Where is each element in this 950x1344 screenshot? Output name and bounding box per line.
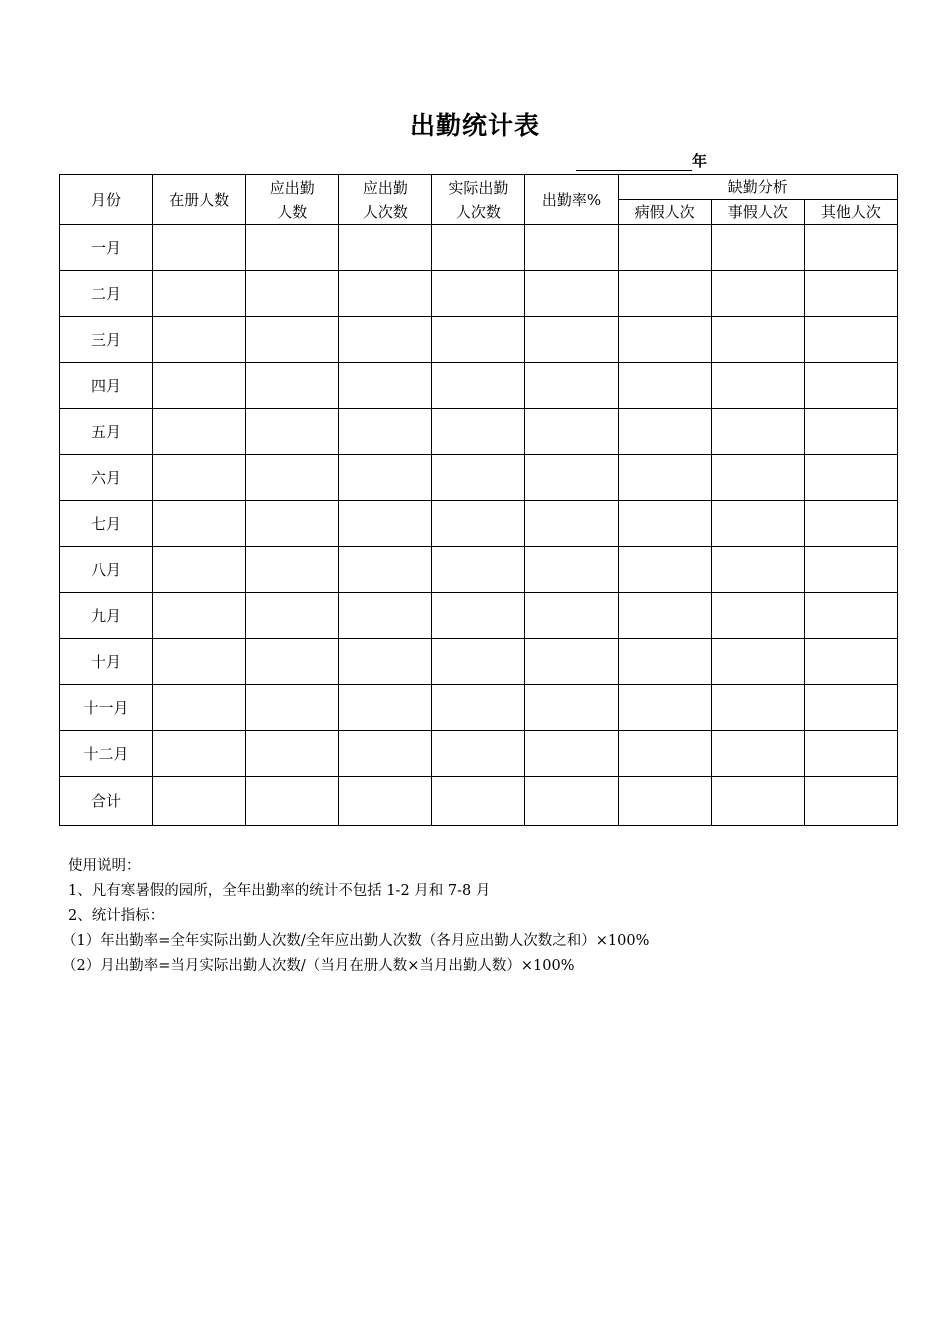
data-cell[interactable] <box>246 455 339 501</box>
data-cell[interactable] <box>432 731 525 777</box>
data-cell[interactable] <box>339 409 432 455</box>
data-cell[interactable] <box>711 271 804 317</box>
data-cell[interactable] <box>618 731 711 777</box>
data-cell[interactable] <box>153 225 246 271</box>
data-cell[interactable] <box>246 593 339 639</box>
data-cell[interactable] <box>432 225 525 271</box>
data-cell[interactable] <box>711 409 804 455</box>
data-cell[interactable] <box>711 547 804 593</box>
table-row <box>60 363 898 409</box>
data-cell[interactable] <box>525 271 618 317</box>
data-cell[interactable] <box>432 685 525 731</box>
data-cell[interactable] <box>153 731 246 777</box>
data-cell[interactable] <box>618 501 711 547</box>
table-row <box>60 225 898 271</box>
year-field <box>576 150 707 171</box>
table-row <box>60 777 898 826</box>
table-row <box>60 593 898 639</box>
data-cell[interactable] <box>804 409 897 455</box>
data-cell[interactable] <box>618 777 711 826</box>
header-expected-visits-line1: 应出勤 <box>362 178 408 197</box>
data-cell[interactable] <box>711 685 804 731</box>
data-cell[interactable] <box>246 409 339 455</box>
table-row <box>60 409 898 455</box>
data-cell[interactable] <box>711 363 804 409</box>
data-cell[interactable] <box>246 317 339 363</box>
data-cell[interactable] <box>804 593 897 639</box>
notes-heading: 使用说明： <box>68 858 141 874</box>
data-cell[interactable] <box>153 409 246 455</box>
row-label: 四月 <box>60 363 153 409</box>
data-cell[interactable] <box>618 685 711 731</box>
data-cell[interactable] <box>618 547 711 593</box>
header-actual-visits-line2: 人次数 <box>455 202 501 221</box>
data-cell[interactable] <box>339 593 432 639</box>
attendance-table <box>59 174 898 826</box>
data-cell[interactable] <box>525 501 618 547</box>
data-cell[interactable] <box>246 547 339 593</box>
data-cell[interactable] <box>525 547 618 593</box>
data-cell[interactable] <box>804 363 897 409</box>
row-label: 九月 <box>60 593 153 639</box>
row-label: 五月 <box>60 409 153 455</box>
notes-line-3: （1）年出勤率=全年实际出勤人次数/全年应出勤人次数（各月应出勤人次数之和）×100% <box>62 933 650 949</box>
data-cell[interactable] <box>525 455 618 501</box>
data-cell[interactable] <box>339 501 432 547</box>
usage-notes <box>62 854 650 979</box>
row-label: 一月 <box>60 225 153 271</box>
data-cell[interactable] <box>432 777 525 826</box>
data-cell[interactable] <box>525 685 618 731</box>
data-cell[interactable] <box>339 271 432 317</box>
data-cell[interactable] <box>525 317 618 363</box>
row-label: 二月 <box>60 271 153 317</box>
data-cell[interactable] <box>153 455 246 501</box>
data-cell[interactable] <box>246 639 339 685</box>
year-blank-line[interactable] <box>576 152 692 171</box>
row-label: 十月 <box>60 639 153 685</box>
row-label: 六月 <box>60 455 153 501</box>
year-suffix: 年 <box>692 152 708 170</box>
header-actual-visits-line1: 实际出勤 <box>448 178 509 197</box>
data-cell[interactable] <box>618 409 711 455</box>
data-cell[interactable] <box>711 777 804 826</box>
header-expected-visits <box>339 175 432 225</box>
data-cell[interactable] <box>153 777 246 826</box>
data-cell[interactable] <box>246 731 339 777</box>
data-cell[interactable] <box>711 639 804 685</box>
data-cell[interactable] <box>339 547 432 593</box>
data-cell[interactable] <box>432 501 525 547</box>
page-title: 出勤统计表 <box>409 111 540 140</box>
data-cell[interactable] <box>153 363 246 409</box>
data-cell[interactable] <box>711 731 804 777</box>
data-cell[interactable] <box>525 593 618 639</box>
notes-line-1: 1、凡有寒暑假的园所，全年出勤率的统计不包括 1-2 月和 7-8 月 <box>68 883 491 899</box>
data-cell[interactable] <box>618 271 711 317</box>
data-cell[interactable] <box>525 731 618 777</box>
data-cell[interactable] <box>711 225 804 271</box>
data-cell[interactable] <box>153 317 246 363</box>
table-row <box>60 685 898 731</box>
data-cell[interactable] <box>804 777 897 826</box>
row-label: 十一月 <box>60 685 153 731</box>
data-cell[interactable] <box>432 409 525 455</box>
data-cell[interactable] <box>153 547 246 593</box>
row-label: 三月 <box>60 317 153 363</box>
data-cell[interactable] <box>339 639 432 685</box>
data-cell[interactable] <box>246 501 339 547</box>
data-cell[interactable] <box>432 593 525 639</box>
data-cell[interactable] <box>246 777 339 826</box>
table-row <box>60 455 898 501</box>
data-cell[interactable] <box>432 455 525 501</box>
data-cell[interactable] <box>339 777 432 826</box>
header-actual-visits <box>432 175 525 225</box>
row-label: 十二月 <box>60 731 153 777</box>
data-cell[interactable] <box>618 317 711 363</box>
data-cell[interactable] <box>804 547 897 593</box>
header-rate: 出勤率% <box>525 175 618 225</box>
data-cell[interactable] <box>618 593 711 639</box>
table-row <box>60 317 898 363</box>
header-expected-people-line2: 人数 <box>277 202 308 221</box>
table-row <box>60 271 898 317</box>
data-cell[interactable] <box>711 317 804 363</box>
data-cell[interactable] <box>804 225 897 271</box>
data-cell[interactable] <box>246 363 339 409</box>
header-sick: 病假人次 <box>618 200 711 225</box>
data-cell[interactable] <box>339 363 432 409</box>
data-cell[interactable] <box>618 225 711 271</box>
header-expected-people-line1: 应出勤 <box>269 178 315 197</box>
data-cell[interactable] <box>432 363 525 409</box>
header-absence: 缺勤分析 <box>618 175 897 200</box>
table-row <box>60 639 898 685</box>
data-cell[interactable] <box>711 593 804 639</box>
data-cell[interactable] <box>525 409 618 455</box>
data-cell[interactable] <box>804 271 897 317</box>
data-cell[interactable] <box>804 685 897 731</box>
data-cell[interactable] <box>339 317 432 363</box>
data-cell[interactable] <box>432 271 525 317</box>
header-expected-people <box>246 175 339 225</box>
data-cell[interactable] <box>339 685 432 731</box>
data-cell[interactable] <box>339 225 432 271</box>
data-cell[interactable] <box>153 271 246 317</box>
table-row <box>60 547 898 593</box>
data-cell[interactable] <box>153 685 246 731</box>
data-cell[interactable] <box>804 317 897 363</box>
header-personal: 事假人次 <box>711 200 804 225</box>
table-row <box>60 501 898 547</box>
data-cell[interactable] <box>804 455 897 501</box>
table-row <box>60 731 898 777</box>
data-cell[interactable] <box>339 455 432 501</box>
data-cell[interactable] <box>618 363 711 409</box>
table-body <box>60 225 898 826</box>
header-registered: 在册人数 <box>153 175 246 225</box>
data-cell[interactable] <box>525 363 618 409</box>
data-cell[interactable] <box>246 685 339 731</box>
data-cell[interactable] <box>432 317 525 363</box>
data-cell[interactable] <box>432 547 525 593</box>
data-cell[interactable] <box>804 501 897 547</box>
header-other: 其他人次 <box>804 200 897 225</box>
data-cell[interactable] <box>432 639 525 685</box>
data-cell[interactable] <box>804 639 897 685</box>
row-label: 八月 <box>60 547 153 593</box>
data-cell[interactable] <box>525 777 618 826</box>
row-label: 合计 <box>60 777 153 826</box>
data-cell[interactable] <box>804 731 897 777</box>
data-cell[interactable] <box>525 225 618 271</box>
data-cell[interactable] <box>153 501 246 547</box>
header-expected-visits-line2: 人次数 <box>362 202 408 221</box>
data-cell[interactable] <box>618 639 711 685</box>
data-cell[interactable] <box>525 639 618 685</box>
header-month: 月份 <box>60 175 153 225</box>
data-cell[interactable] <box>711 455 804 501</box>
row-label: 七月 <box>60 501 153 547</box>
data-cell[interactable] <box>339 731 432 777</box>
data-cell[interactable] <box>153 639 246 685</box>
data-cell[interactable] <box>618 455 711 501</box>
data-cell[interactable] <box>711 501 804 547</box>
data-cell[interactable] <box>153 593 246 639</box>
data-cell[interactable] <box>246 225 339 271</box>
notes-line-2: 2、统计指标： <box>68 908 165 924</box>
notes-line-4: （2）月出勤率=当月实际出勤人次数/（当月在册人数×当月出勤人数）×100% <box>62 958 575 974</box>
data-cell[interactable] <box>246 271 339 317</box>
